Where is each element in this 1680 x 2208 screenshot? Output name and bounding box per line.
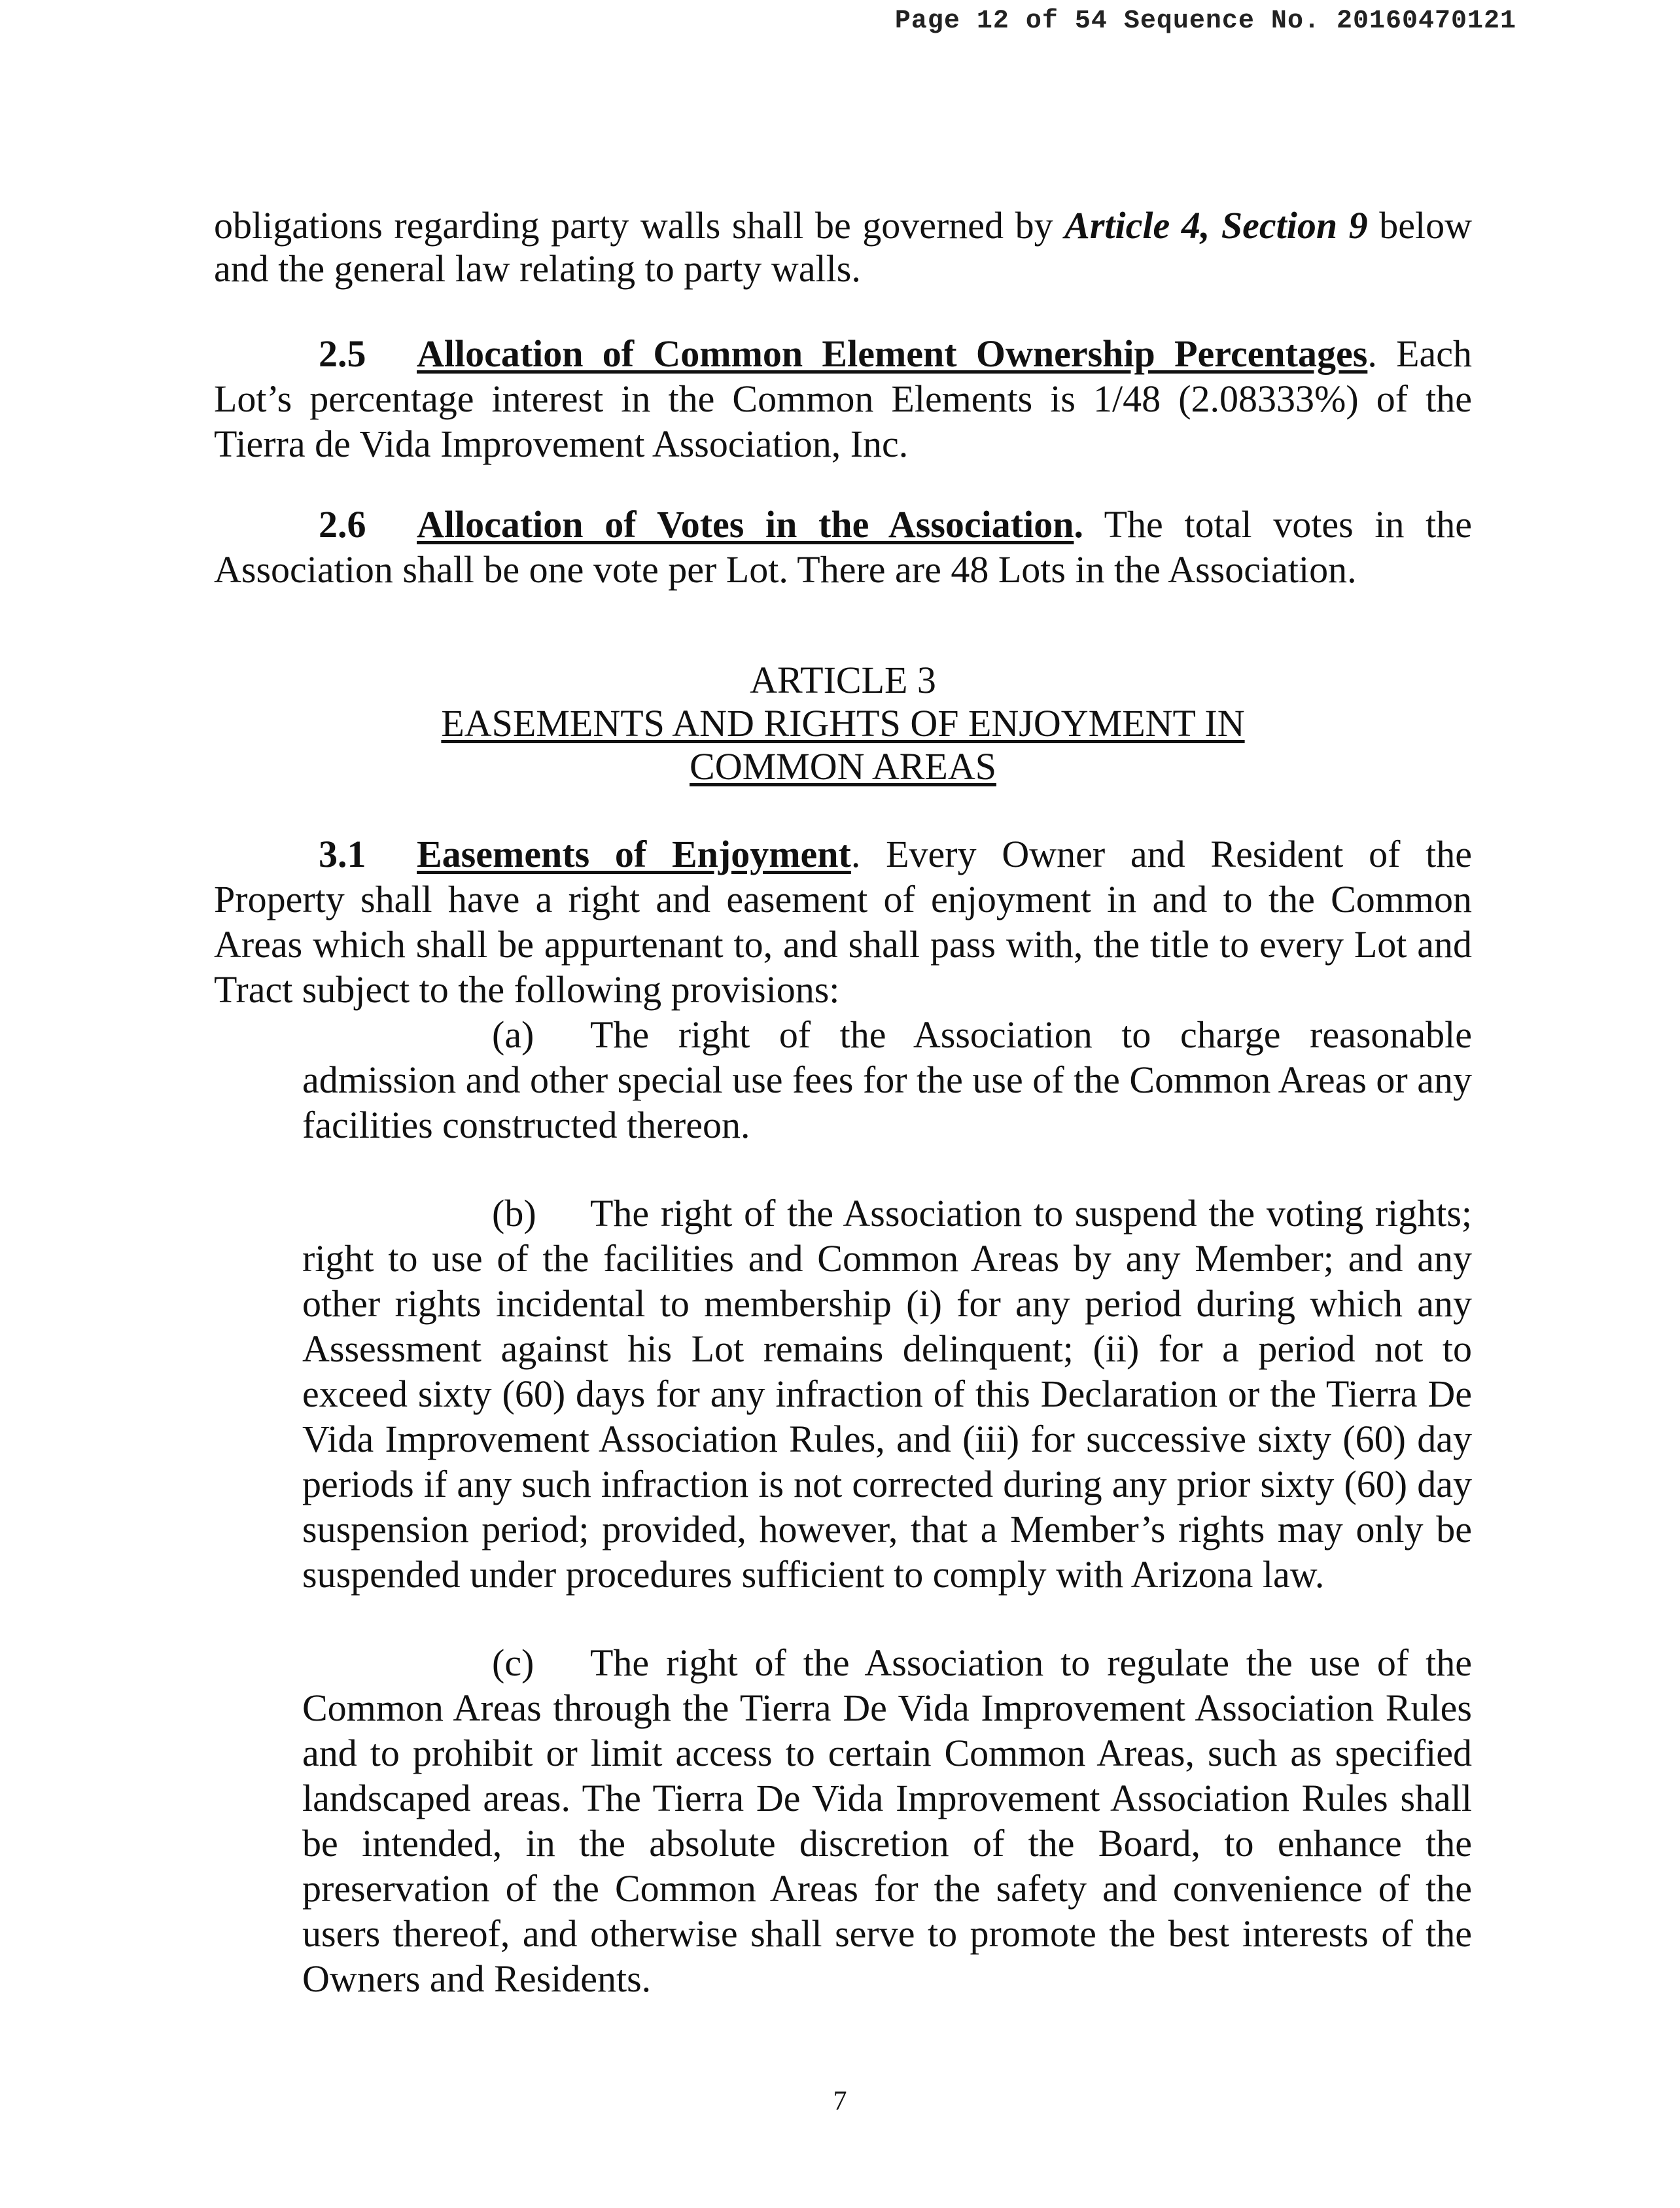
article-3-heading-block — [214, 659, 1472, 788]
section-title: Allocation of Common Element Ownership Percentages — [417, 332, 1368, 375]
section-2-5 — [214, 331, 1472, 466]
section-body: . Every Owner and Resident of the Property shall have a right and easement of enjoyment in and to the Common Areas which shall be appurtenant to, and shall pass with, the title to every Lot and Tract subject to the following provisions: — [214, 833, 1472, 1011]
provision-item-b — [302, 1191, 1472, 1597]
intro-text-after: below and the general law relating to party walls. — [214, 204, 1472, 290]
section-body: The total votes in the Association shall be one vote per Lot. There are 48 Lots in the Association. — [214, 503, 1472, 591]
article-reference: Article 4, Section 9 — [1064, 204, 1368, 247]
section-title: Easements of Enjoyment — [417, 833, 851, 875]
section-title-period: . — [1074, 503, 1083, 546]
provision-text: The right of the Association to charge reasonable admission and other special use fees for the use of the Common Areas or any facilities constructed thereon. — [302, 1013, 1472, 1146]
section-title: Allocation of Votes in the Association — [417, 503, 1074, 546]
section-body: . Each Lot’s percentage interest in the Common Elements is 1/48 (2.08333%) of the Tierra de Vida Improvement Association, Inc. — [214, 332, 1472, 465]
article-title-line-1: EASEMENTS AND RIGHTS OF ENJOYMENT IN — [441, 702, 1245, 745]
provision-label: (b) — [492, 1192, 536, 1235]
article-title-line-2: COMMON AREAS — [690, 745, 996, 788]
intro-paragraph — [214, 204, 1472, 290]
section-number: 3.1 — [319, 833, 366, 875]
page-number: 7 — [833, 2086, 847, 2116]
provision-text: The right of the Association to suspend the voting rights; right to use of the facilities and Common Areas by any Member; and any other rights incidental to membership (i) for any period during which any Assessment against his Lot remains delinquent; (ii) for a period not to exceed sixty (60) days for any infraction of this Declaration or the Tierra De Vida Improvement Association Rules, and (iii) for successive sixty (60) day periods if any such infraction is not corrected during any prior sixty (60) day suspension period; provided, however, that a Member’s rights may only be suspended under procedures sufficient to comply with Arizona law. — [302, 1192, 1472, 1596]
section-3-1 — [214, 832, 1472, 1012]
section-number: 2.5 — [319, 332, 366, 375]
provision-item-c — [302, 1640, 1472, 2001]
article-heading: ARTICLE 3 — [750, 659, 936, 701]
provision-label: (a) — [492, 1013, 534, 1056]
section-2-6 — [214, 502, 1472, 592]
provision-item-a — [302, 1012, 1472, 1148]
provision-label: (c) — [492, 1641, 534, 1684]
page-header: Page 12 of 54 Sequence No. 20160470121 — [894, 7, 1516, 36]
document-body — [214, 204, 1472, 2001]
intro-text-before: obligations regarding party walls shall be governed by — [214, 204, 1065, 247]
provision-text: The right of the Association to regulate the use of the Common Areas through the Tierra De Vida Improvement Association Rules and to prohibit or limit access to certain Common Areas, such as specified landscaped areas. The Tierra De Vida Improvement Association Rules shall be intended, in the absolute discretion of the Board, to enhance the preservation of the Common Areas for the safety and convenience of the users thereof, and otherwise shall serve to promote the best interests of the Owners and Residents. — [302, 1641, 1472, 2000]
section-number: 2.6 — [319, 503, 366, 546]
